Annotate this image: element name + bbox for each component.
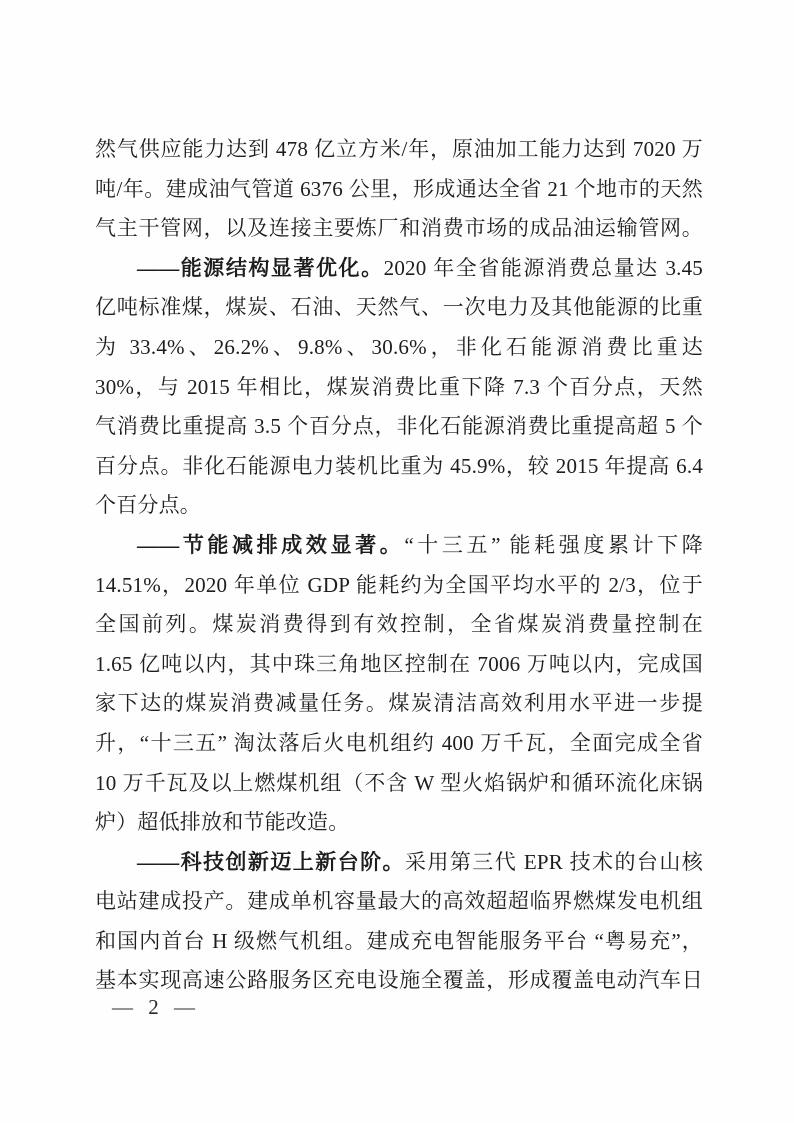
paragraph-heading-line (95, 526, 703, 566)
text-line (95, 882, 703, 922)
section-title: ——节能减排成效显著。 (137, 532, 405, 557)
text-line (95, 803, 703, 843)
body-text: 2020 年全省能源消费总量达 3.45 (383, 255, 704, 280)
text-line (95, 447, 703, 487)
body-text: 炉）超低排放和节能改造。 (95, 810, 350, 835)
text-line (95, 130, 703, 170)
text-line (95, 486, 703, 526)
body-text: 10 万千瓦及以上燃煤机组（不含 W 型火焰锅炉和循环流化床锅 (95, 770, 703, 795)
text-line (95, 645, 703, 685)
text-line (95, 328, 703, 368)
paragraph-heading-line (95, 249, 703, 289)
text-line (95, 407, 703, 447)
body-text: 基本实现高速公路服务区充电设施全覆盖，形成覆盖电动汽车日 (95, 968, 703, 993)
body-text: 电站建成投产。建成单机容量最大的高效超超临界燃煤发电机组 (95, 889, 703, 914)
body-text: 全国前列。煤炭消费得到有效控制，全省煤炭消费量控制在 (95, 612, 703, 637)
text-line (95, 170, 703, 210)
text-line (95, 368, 703, 408)
body-text: 气消费比重提高 3.5 个百分点，非化石能源消费比重提高超 5 个 (95, 414, 703, 439)
body-text: 百分点。非化石能源电力装机比重为 45.9%，较 2015 年提高 6.4 (95, 453, 703, 478)
page-number: — 2 — (112, 995, 196, 1019)
text-line (95, 764, 703, 804)
body-text: 吨/年。建成油气管道 6376 公里，形成通达全省 21 个地市的天然 (95, 176, 703, 201)
body-text: 亿吨标准煤，煤炭、石油、天然气、一次电力及其他能源的比重 (95, 295, 703, 320)
body-text: 和国内首台 H 级燃气机组。建成充电智能服务平台 “粤易充”， (95, 928, 703, 953)
section-title: ——科技创新迈上新台阶。 (137, 849, 405, 874)
body-text: 采用第三代 EPR 技术的台山核 (404, 849, 704, 874)
body-text: 个百分点。 (95, 493, 201, 518)
text-line (95, 922, 703, 962)
text-line (95, 684, 703, 724)
text-line (95, 288, 703, 328)
body-text: 为 33.4%、26.2%、9.8%、30.6%，非化石能源消费比重达 (95, 334, 703, 359)
body-text: “十三五” 能耗强度累计下降 (404, 532, 703, 557)
body-text: 气主干管网，以及连接主要炼厂和消费市场的成品油运输管网。 (95, 216, 703, 241)
text-line (95, 605, 703, 645)
text-line (95, 209, 703, 249)
section-title: ——能源结构显著优化。 (137, 255, 384, 280)
text-line (95, 724, 703, 764)
body-text: 30%，与 2015 年相比，煤炭消费比重下降 7.3 个百分点，天然 (95, 374, 703, 399)
paragraph-heading-line (95, 843, 703, 883)
body-text: 1.65 亿吨以内，其中珠三角地区控制在 7006 万吨以内，完成国 (95, 651, 703, 676)
body-text: 家下达的煤炭消费减量任务。煤炭清洁高效利用水平进一步提 (95, 691, 703, 716)
body-text: 升，“十三五” 淘汰落后火电机组约 400 万千瓦，全面完成全省 (95, 730, 703, 755)
body-text: 14.51%，2020 年单位 GDP 能耗约为全国平均水平的 2/3，位于 (95, 572, 703, 597)
document-text-block (95, 130, 703, 1001)
text-line (95, 566, 703, 606)
body-text: 然气供应能力达到 478 亿立方米/年，原油加工能力达到 7020 万 (95, 137, 703, 161)
